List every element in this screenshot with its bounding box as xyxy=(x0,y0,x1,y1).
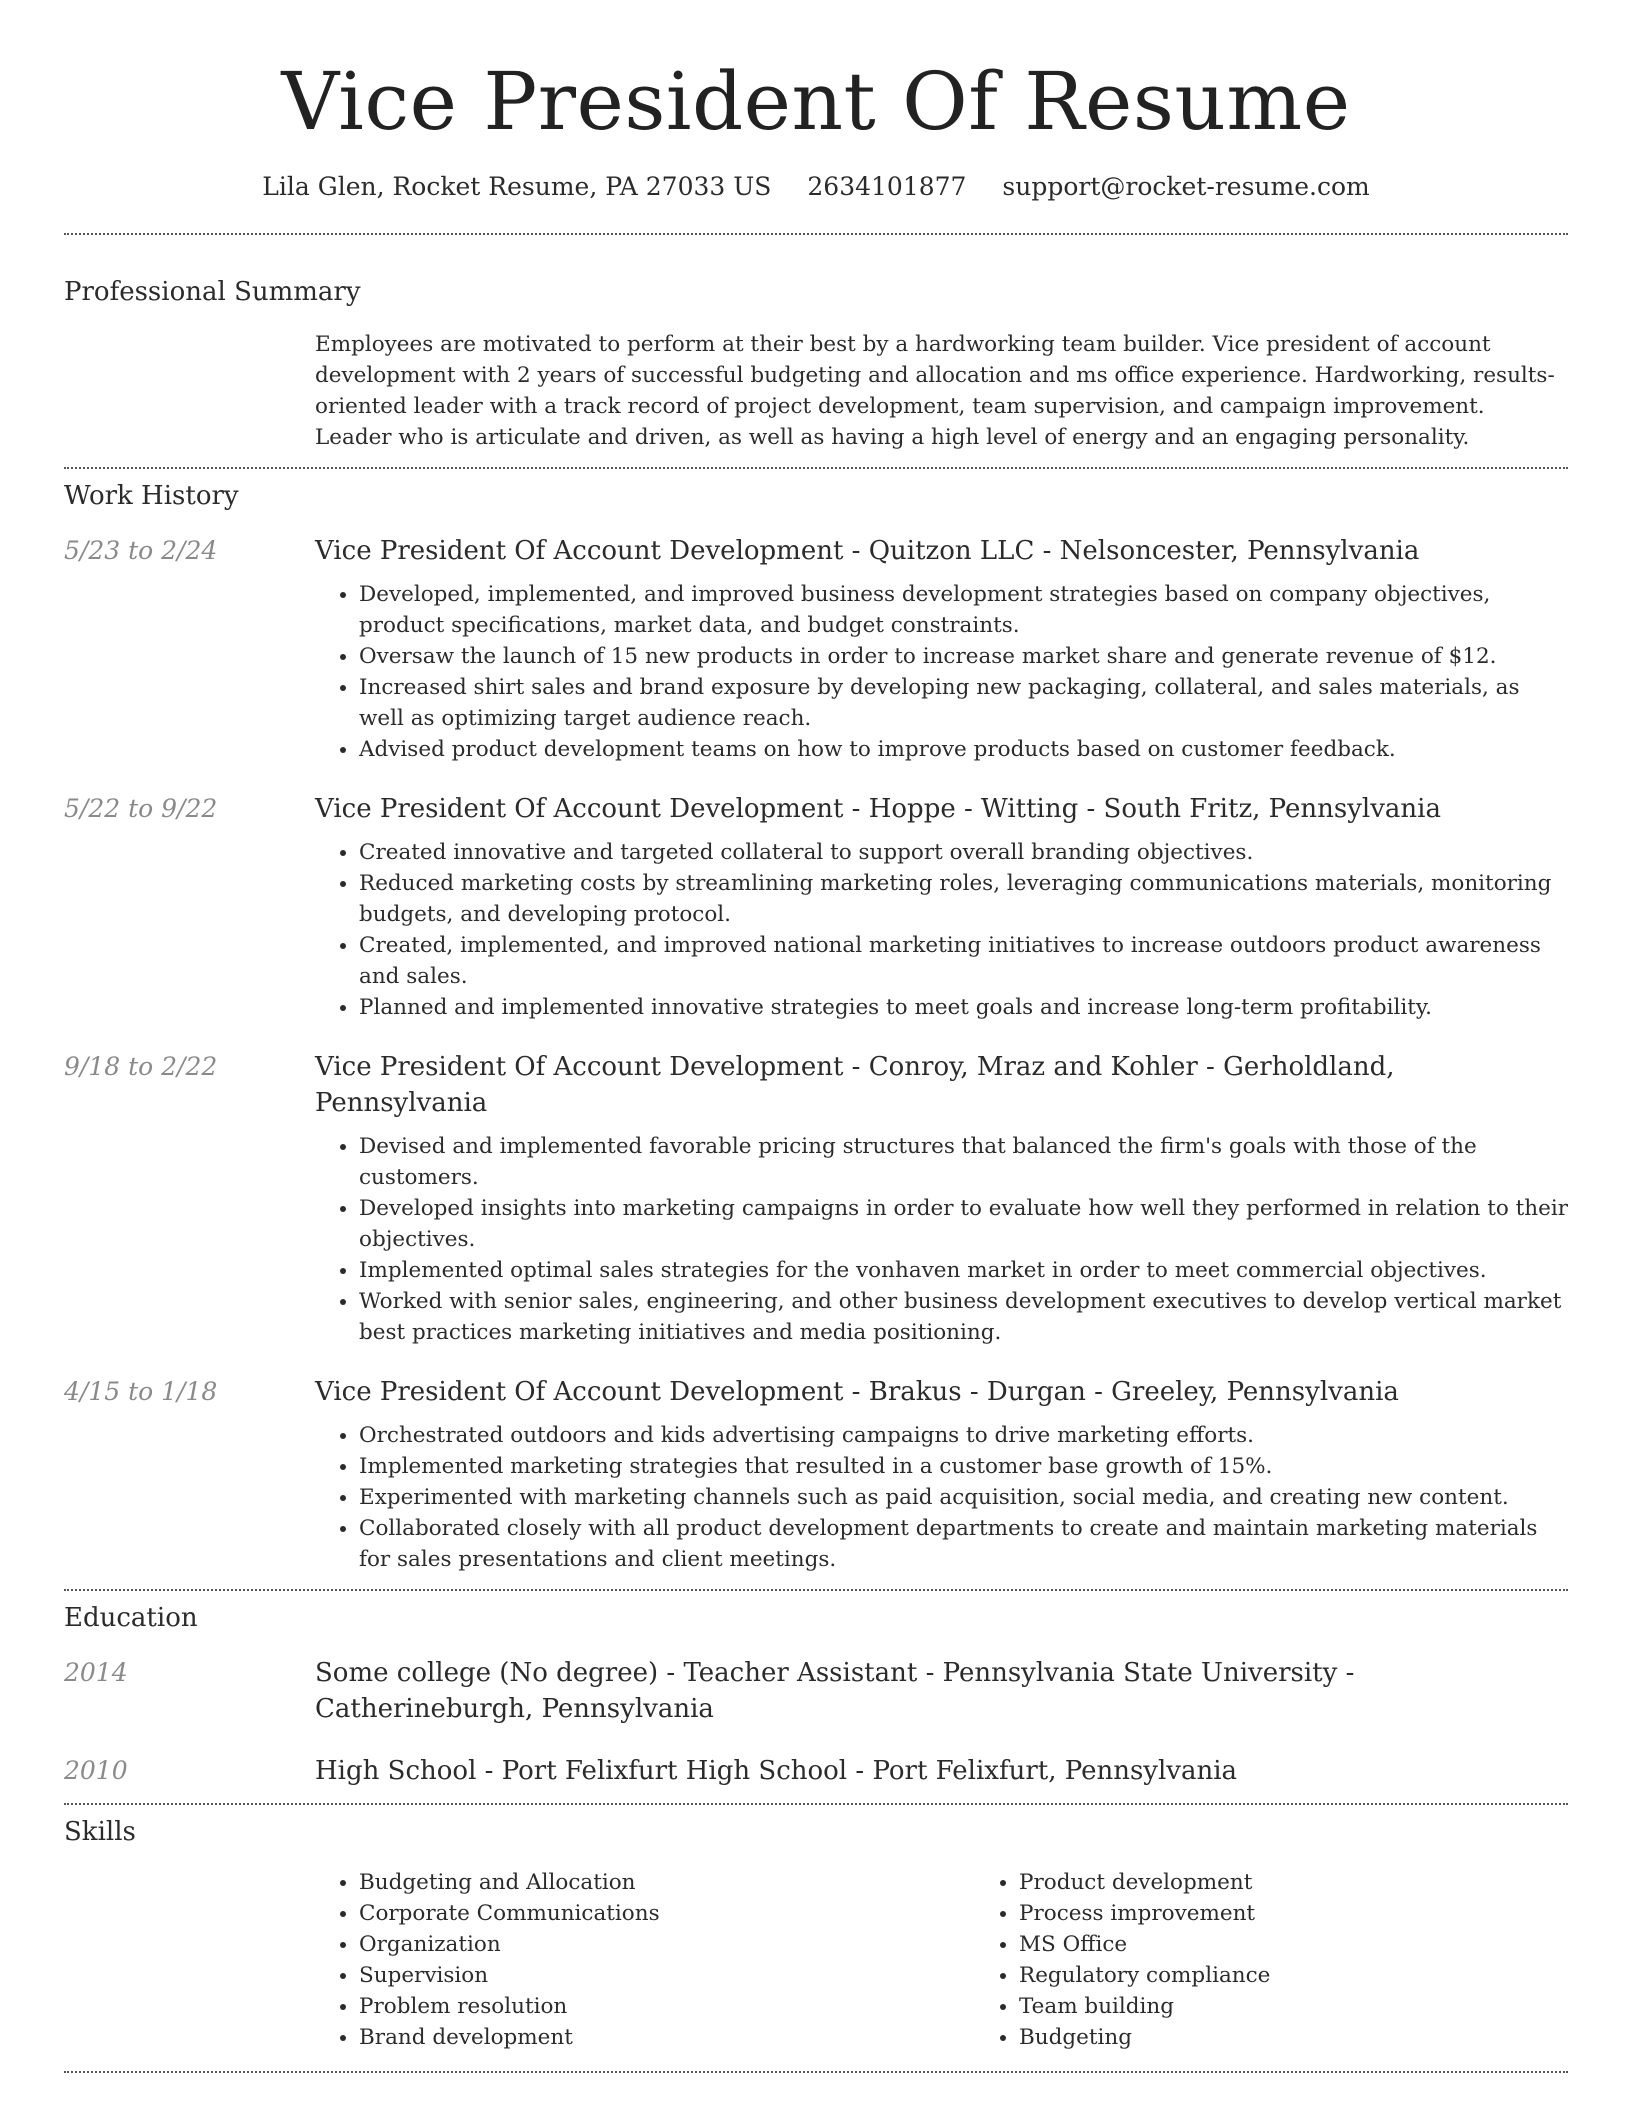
list-item: • Increased shirt sales and brand exposure by developing new packaging, collateral, and sales materials, as well as optimizing target audience reach. xyxy=(359,672,1568,734)
summary-text: Employees are motivated to perform at their best by a hardworking team builder. Vice president of account development with 2 years of successful budgeting and allocation and ms office experience. Hardworking, results-oriented leader with a track record of project development, team supervision, and campaign improvement. Leader who is articulate and driven, as well as having a high level of energy and an engaging personality. xyxy=(315,332,1555,450)
job-entry xyxy=(64,1374,1568,1575)
job-entry xyxy=(64,791,1568,1023)
divider xyxy=(64,233,1568,235)
job-title: Vice President Of Account Development - Brakus - Durgan - Greeley, Pennsylvania xyxy=(315,1377,1399,1407)
contact-phone: 2634101877 xyxy=(807,172,967,201)
list-item: • Created innovative and targeted collateral to support overall branding objectives. xyxy=(359,837,1568,868)
list-item: • Developed insights into marketing campaigns in order to evaluate how well they performed in relation to their objectives. xyxy=(359,1193,1568,1255)
list-item: • Created, implemented, and improved national marketing initiatives to increase outdoors product awareness and sales. xyxy=(359,930,1568,992)
summary-heading: Professional Summary xyxy=(64,277,361,307)
work-history-heading: Work History xyxy=(64,481,239,511)
job-bullets xyxy=(315,837,1568,1023)
list-item: • Reduced marketing costs by streamlining marketing roles, leveraging communications materials, monitoring budgets, and developing protocol. xyxy=(359,868,1568,930)
list-item: • Experimented with marketing channels such as paid acquisition, social media, and creating new content. xyxy=(359,1482,1568,1513)
education-heading: Education xyxy=(64,1603,198,1633)
skill-item: • Corporate Communications xyxy=(359,1898,975,1929)
skill-item: • Process improvement xyxy=(1019,1898,1632,1929)
job-title: Vice President Of Account Development - Quitzon LLC - Nelsoncester, Pennsylvania xyxy=(315,536,1420,566)
job-bullets xyxy=(315,1131,1568,1348)
job-bullets xyxy=(315,1420,1568,1575)
education-text: Some college (No degree) - Teacher Assistant - Pennsylvania State University - Catherineburgh, Pennsylvania xyxy=(315,1658,1355,1724)
job-dates: 5/22 to 9/22 xyxy=(64,794,218,823)
list-item: • Developed, implemented, and improved business development strategies based on company objectives, product specifications, market data, and budget constraints. xyxy=(359,579,1568,641)
job-dates: 5/23 to 2/24 xyxy=(64,536,218,565)
contact-address: Lila Glen, Rocket Resume, PA 27033 US xyxy=(262,172,772,201)
divider xyxy=(64,2071,1568,2073)
skill-item: • Regulatory compliance xyxy=(1019,1960,1632,1991)
divider xyxy=(64,1803,1568,1805)
education-entry xyxy=(64,1753,1568,1789)
list-item: • Planned and implemented innovative strategies to meet goals and increase long-term profitability. xyxy=(359,992,1568,1023)
job-bullets xyxy=(315,579,1568,765)
resume-name: Vice President Of Resume xyxy=(281,55,1351,148)
education-entry xyxy=(64,1655,1568,1727)
list-item: • Oversaw the launch of 15 new products in order to increase market share and generate revenue of $12. xyxy=(359,641,1568,672)
education-year: 2014 xyxy=(64,1658,128,1687)
job-entry xyxy=(64,533,1568,765)
job-dates: 9/18 to 2/22 xyxy=(64,1052,218,1081)
contact-email: support@rocket-resume.com xyxy=(1002,172,1370,201)
job-dates: 4/15 to 1/18 xyxy=(64,1377,218,1406)
job-title: Vice President Of Account Development - Conroy, Mraz and Kohler - Gerholdland, Pennsylvania xyxy=(315,1052,1395,1118)
skill-item: • Brand development xyxy=(359,2022,975,2053)
divider xyxy=(64,467,1568,469)
skill-item: • Organization xyxy=(359,1929,975,1960)
list-item: • Devised and implemented favorable pricing structures that balanced the firm's goals with those of the customers. xyxy=(359,1131,1568,1193)
list-item: • Worked with senior sales, engineering, and other business development executives to develop vertical market best practices marketing initiatives and media positioning. xyxy=(359,1286,1568,1348)
skills-list-left xyxy=(315,1867,975,2053)
skill-item: • Problem resolution xyxy=(359,1991,975,2022)
list-item: • Advised product development teams on how to improve products based on customer feedback. xyxy=(359,734,1568,765)
skill-item: • MS Office xyxy=(1019,1929,1632,1960)
list-item: • Orchestrated outdoors and kids advertising campaigns to drive marketing efforts. xyxy=(359,1420,1568,1451)
list-item: • Implemented marketing strategies that resulted in a customer base growth of 15%. xyxy=(359,1451,1568,1482)
divider xyxy=(64,1589,1568,1591)
skill-item: • Product development xyxy=(1019,1867,1632,1898)
skills-list-right xyxy=(975,1867,1632,2053)
skill-item: • Supervision xyxy=(359,1960,975,1991)
job-entry xyxy=(64,1049,1568,1348)
skill-item: • Team building xyxy=(1019,1991,1632,2022)
skill-item: • Budgeting and Allocation xyxy=(359,1867,975,1898)
contact-line xyxy=(64,172,1568,201)
list-item: • Implemented optimal sales strategies for the vonhaven market in order to meet commercial objectives. xyxy=(359,1255,1568,1286)
skill-item: • Budgeting xyxy=(1019,2022,1632,2053)
job-title: Vice President Of Account Development - Hoppe - Witting - South Fritz, Pennsylvania xyxy=(315,794,1441,824)
skills-heading: Skills xyxy=(64,1817,136,1847)
education-year: 2010 xyxy=(64,1756,128,1785)
list-item: • Collaborated closely with all product development departments to create and maintain marketing materials for sales presentations and client meetings. xyxy=(359,1513,1568,1575)
education-text: High School - Port Felixfurt High School - Port Felixfurt, Pennsylvania xyxy=(315,1756,1238,1786)
